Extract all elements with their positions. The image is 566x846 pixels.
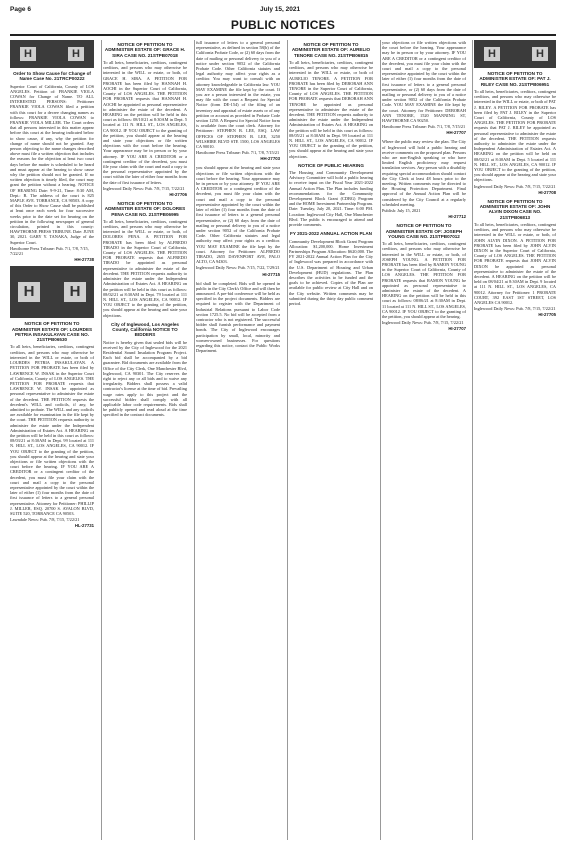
notice-body: your objections or file written objections with the court before the hearing. Your appearance may be in person or by your attorney. IF YOU ARE A CREDITOR or a contingent creditor of the decedent, you must file your claim with the court and mail a copy to the personal representative appointed by the court within the later of either (1) four months from the date of first issuance of letters to a general personal representative, or (2) 60 days from the date of mailing or personal delivery to you of a notice under section 9052 of the California Probate Code. YOU MAY EXAMINE the file kept by the court. Attorney for Petitioner: DEBORAH ANN TENORE, 1520 MANNING ST, HAWTHORNE CA 90250. [382, 40, 466, 124]
notice-body: Community Development Block Grant Program Allocation: $1,200,000. Home Investment Partnerships Program Allocation: $620,000. The FY 2021-2022 Annual Action Plan for the City of Inglewood was prepared in accordance with the U.S. Department of Housing and Urban Development (HUD) regulations. The Plan describes the activities to be funded and the goals to be achieved. Copies of the Plan are available for public review at City Hall and on the City website. Written comments may be submitted during the thirty day public comment period. [289, 238, 373, 307]
publication-dates: Lawndale News: Pub. 7/8, 7/15, 7/22/21 [10, 517, 80, 523]
notice-body: Where the public may review the plan. The City of Inglewood will hold a public hearing and receive comments on the proposed plan. Persons who are non-English speaking or who have limited English proficiency may request translation services. Any person with a disability requiring special accommodation should contact the City Clerk at least 48 hours prior to the meeting. Written comments may be directed to the Housing Protection Department. Final approval of the Annual Action Plan will be considered by the City Council at a regularly scheduled meeting. [382, 139, 466, 207]
legal-notice [289, 231, 373, 306]
notice-body: To all heirs, beneficiaries, creditors, contingent creditors, and persons who may otherwise be interested in the WILL or estate, or both of PAT J. RILEY. A PETITION FOR PROBATE has been filed by PAT J. RILEY in the Superior Court of California, County of LOS ANGELES. THE PETITION FOR PROBATE requests that PAT J. RILEY be appointed as personal representative to administer the estate of the decedent. THE PETITION requests authority to administer the estate under the Independent Administration of Estates Act. A HEARING on the petition will be held on 08/02/21 at 8:30AM in Dept. 5 located at 111 N. HILL ST., LOS ANGELES, CA 90012. IF YOU OBJECT to the granting of the petition, you should appear at the hearing and state your objections. [474, 88, 556, 183]
notice-body: Notice is hereby given that sealed bids will be received by the City of Inglewood for the 2021 Residential Sound Insulation Program Project. Each bid shall be accompanied by a bid guarantee. Bid documents are available from the Office of the City Clerk, One Manchester Blvd, Inglewood, CA 90301. The City reserves the right to reject any or all bids and to waive any irregularity. Bidders shall possess a valid contractor's license at the time of bid. Prevailing wage rates apply to this project and the successful bidder shall comply with all applicable labor code requirements. Bids shall be publicly opened and read aloud at the time specified in the contract documents. [103, 339, 187, 418]
column-divider [380, 40, 381, 840]
legal-notice [10, 40, 94, 262]
notice-title: NOTICE OF PUBLIC HEARING [298, 162, 364, 168]
publication-dates: Inglewood Daily News: Pub. 7/8, 7/15, 7/22/21 [474, 183, 556, 189]
legal-notice [196, 281, 280, 354]
notice-body: To all heirs, beneficiaries, creditors, contingent creditors, and persons who may otherwise be interested in the WILL or estate, or both, of DOLORES PENA. A PETITION FOR PROBATE has been filed by ALFREDO TIRADO in the Superior Court of California, County of LOS ANGELES. THE PETITION FOR PROBATE requests that ALFREDO TIRADO be appointed as personal representative to administer the estate of the decedent. THE PETITION requests authority to administer the estate under the Independent Administration of Estates Act. A HEARING on the petition will be held in this court as follows: 08/02/21 at 8:30AM in Dept. 79 located at 111 N. HILL ST., LOS ANGELES, CA 90012. IF YOU OBJECT to the granting of the petition, you should appear at the hearing and state your objections. [103, 218, 187, 318]
notice-id: HI-27707 [448, 326, 466, 332]
column-divider [194, 40, 195, 840]
newspaper-logo [474, 40, 556, 68]
notice-id: HH-27707 [446, 130, 466, 136]
legal-notice [382, 40, 466, 135]
h-logo-icon: H [64, 282, 86, 302]
notice-body: The Housing and Community Development Advisory Committee will hold a public hearing to receive input on the Fiscal Year 2021-2022 Annual Action Plan. The Plan includes funding recommendations for the Community Development Block Grant (CDBG) Program and the HOME Investment Partnership Program. Date: Tuesday, July 20, 2021. Time: 6:00 PM. Location: Inglewood City Hall, One Manchester Blvd. The public is encouraged to attend and provide comments. [289, 170, 373, 228]
legal-notice [10, 266, 94, 528]
column-3 [196, 40, 280, 840]
notice-body: Superior Court of California, County of LOS ANGELES. Petition of: FRANKIE VIOLA COWAN for Change of Name. TO ALL INTERESTED PERSONS: Petitioner FRANKIE VIOLA COWAN filed a petition with this court for a decree changing names as follows: FRANKIE VIOLA COWAN to FRANKIE VIOLA MILLER. The Court orders that all persons interested in this matter appear before this court at the hearing indicated below to show cause, if any, why the petition for change of name should not be granted. Any person objecting to the name changes described above must file a written objection that includes the reasons for the objection at least two court days before the matter is scheduled to be heard and must appear at the hearing to show cause why the petition should not be granted. If no written objection is timely filed, the court may grant the petition without a hearing. NOTICE OF HEARING Date: 9-9-21, Time: 8:30 AM, Dept.: B. The address of the court is 825 MAPLE AVE. TORRANCE, CA 90503. A copy of this Order to Show Cause shall be published at least once each week for four successive weeks prior to the date set for hearing on the petition in the following newspaper of general circulation, printed in this county: HAWTHORNE PRESS TRIBUNE. Date: JUNE 30, 2021. GARY Y. TANAKA, Judge of the Superior Court. [10, 83, 94, 245]
publication-dates: Hawthorne Press Tribune: Pub. 7/1, 7/8, 7/15, 7/22/21 [10, 245, 89, 257]
notice-title: NOTICE OF PETITION TO ADMINISTER ESTATE OF: JOHN ALVIN DIXON CASE NO. 21STPB06813 [479, 198, 551, 220]
notice-title: NOTICE OF PETITION TO ADMINISTER ESTATE OF: DOLORES PENA CASE NO. 21STPB06995 [104, 200, 186, 217]
column-4 [289, 40, 373, 840]
section-title: PUBLIC NOTICES [230, 18, 336, 32]
notice-title: FY 2021-2022 ANNUAL ACTION PLAN [290, 231, 372, 237]
legal-notice [289, 163, 373, 228]
legal-notice [196, 165, 280, 276]
title-divider [10, 34, 556, 36]
notice-body: To all heirs, beneficiaries, creditors, contingent creditors, and persons who may otherwise be interested in the WILL or estate, or both, of JOHN ALVIN DIXON. A PETITION FOR PROBATE has been filed by JOHN ALVIN DIXON in the Superior Court of California, County of LOS ANGELES. THE PETITION FOR PROBATE requests that JOHN ALVIN DIXON be appointed as personal representative to administer the estate of the decedent. A HEARING on the petition will be held on 08/04/21 at 8:30AM in Dept. 9 located at 111 N. HILL ST., LOS ANGELES, CA 90012. Attorney for Petitioner: 1 PROBATE COURT, 392 EAST 1ST STREET, LOS ANGELES CA 90012. [474, 221, 556, 305]
notice-body: full issuance of letters to a general personal representative, as defined in section 58(b) of the California Probate Code, or (2) 60 days from the date of mailing or personal delivery to you of a notice under section 9052 of the California Probate Code. Other California statutes and legal authority may affect your rights as a creditor. You may want to consult with an attorney knowledgeable in California law. YOU MAY EXAMINE the file kept by the court. If you are a person interested in the estate, you may file with the court a Request for Special Notice (form DE-154) of the filing of an inventory and appraisal of estate assets or of any petition or account as provided in Probate Code section 1250. A Request for Special Notice form is available from the court clerk. Attorney for Petitioner: STEPHEN B. LEE, ESQ. LAW OFFICES OF STEPHEN B. LEE, 3250 WILSHIRE BLVD STE 1500, LOS ANGELES CA 90010. [196, 40, 280, 150]
column-divider [287, 40, 288, 840]
newspaper-logo [10, 266, 94, 318]
issue-date: July 15, 2021 [260, 6, 301, 13]
h-logo-icon: H [532, 47, 548, 61]
publication-dates: Inglewood Daily News: Pub. 7/8, 7/15, 7/22/21 [103, 185, 185, 191]
column-5 [382, 40, 466, 840]
page-header [10, 6, 556, 16]
column-6 [474, 40, 556, 840]
legal-notice [103, 322, 187, 418]
notice-id: HL-27731 [74, 523, 94, 529]
column-divider [101, 40, 102, 840]
notice-id: HI-27706 [169, 191, 187, 197]
notice-title: NOTICE OF PETITION TO ADMINISTER ESTATE OF: LOURDES PETRIA INSAKULAYAN CASE NO. 21STPB06530 [11, 321, 93, 343]
notice-id: HH-27703 [260, 156, 280, 162]
legal-notice [382, 139, 466, 219]
notice-id: HI-27715 [262, 271, 280, 277]
notice-title: Order to Show Cause for Change of Name Case No. 21TRCP00222 [13, 71, 91, 82]
notice-id: HI-27712 [448, 214, 466, 220]
notice-id: HI-27708 [538, 189, 556, 195]
legal-notice [289, 42, 373, 159]
notice-id: HH-27738 [74, 257, 94, 263]
notice-title: NOTICE OF PETITION TO ADMINISTER ESTATE OF: AURELIO TENORE CASE NO. 21STPB06815 [291, 42, 371, 58]
notice-body: To all heirs, beneficiaries, creditors, contingent creditors, and persons who may otherwise be interested in the WILL or estate, or both, of JOSEPH YOUNG. A PETITION FOR PROBATE has been filed by RAMON YOUNG in the Superior Court of California, County of LOS ANGELES. THE PETITION FOR PROBATE requests that RAMON YOUNG be appointed as personal representative to administer the estate of the decedent. A HEARING on the petition will be held in this court as follows: 08/06/21 at 8:30AM in Dept. 11 located at 111 N. HILL ST., LOS ANGELES, CA 90012. IF YOU OBJECT to the granting of the petition, you should appear at the hearing. [382, 241, 466, 320]
column-2 [103, 40, 187, 840]
notice-columns [10, 40, 556, 840]
notice-title: NOTICE OF PETITION TO ADMINISTER ESTATE OF: JOSEPH YOUNG CASE NO. 21STPB07012 [385, 223, 463, 239]
legal-notice [196, 40, 280, 161]
notice-title: City of Inglewood, Los Angeles County, California NOTICE TO BIDDERS [111, 321, 179, 338]
notice-title: NOTICE OF PETITION TO ADMINISTER ESTATE OF: PAT J. RILEY CASE NO. 21STPB06951 [479, 71, 551, 87]
h-logo-icon: H [68, 47, 84, 61]
publication-dates: Hawthorne Press Tribune: Pub. 7/1, 7/8, 7/15/21 [382, 124, 466, 130]
page-number: Page 6 [10, 6, 31, 13]
publication-dates: Inglewood Daily News: Pub. 7/15, 7/22, 7/29/21 [196, 265, 280, 271]
column-1 [10, 40, 94, 840]
notice-body: To all heirs, beneficiaries, creditors, contingent creditors, and persons who may otherwise be interested in the WILL or estate, or both, of GRACE H. SIRA. A PETITION FOR PROBATE has been filed by HANNAH H. AOCHI in the Superior Court of California, County of LOS ANGELES. THE PETITION FOR PROBATE requests that HANNAH H. AOCHI be appointed as personal representative to administer the estate of the decedent. A HEARING on the petition will be held in this court as follows: 08/10/21 at 8:30AM in Dept. 5 located at 111 N. HILL ST., LOS ANGELES, CA 90012. IF YOU OBJECT to the granting of the petition, you should appear at the hearing and state your objections or file written objections with the court before the hearing. Your appearance may be in person or by your attorney. IF YOU ARE A CREDITOR or a contingent creditor of the decedent, you must file your claim with the court and mail a copy to the personal representative appointed by the court within the later of either four months from the date of first issuance of letters. [103, 59, 187, 185]
publication-dates: Inglewood Daily News: Pub. 7/8, 7/15, 7/22/21 [474, 306, 556, 312]
legal-notice [474, 199, 556, 318]
legal-notice [103, 42, 187, 197]
column-divider [472, 40, 473, 840]
notice-title: NOTICE OF PETITION TO ADMINISTER ESTATE OF: GRACE H. SIRA CASE NO. 21STPB07018 [104, 42, 186, 58]
notice-body: you should appear at the hearing and state your objections or file written objections with the court before the hearing. Your appearance may be in person or by your attorney. IF YOU ARE A CREDITOR or a contingent creditor of the decedent, you must file your claim with the court and mail a copy to the personal representative appointed by the court within the later of either (1) four months from the date of first issuance of letters to a general personal representative, or (2) 60 days from the date of mailing or personal delivery to you of a notice under section 9052 of the California Probate Code. Other California statutes and legal authority may affect your rights as a creditor. YOU MAY EXAMINE the file kept by the court. Attorney for Petitioner: ALFREDO TIRADO, 2655 DAVENPORT AVE, PALO ALTO, CA 94303. [196, 165, 280, 265]
legal-notice [103, 201, 187, 318]
notice-id: HI-27705 [538, 312, 556, 318]
h-logo-icon: H [484, 47, 500, 61]
publication-dates: Hawthorne Press Tribune: Pub. 7/1, 7/8, 7/15/21 [196, 150, 280, 156]
publication-dates: Inglewood Daily News: Pub. 7/8, 7/15, 7/22/21 [382, 320, 464, 326]
notice-body: bid shall be completed. Bids will be opened in public in the City Clerk's Office and will then be announced. A pre-bid conference will be held as specified in the project documents. Bidders are required to register with the Department of Industrial Relations pursuant to Labor Code section 1725.5. No bid will be accepted from a contractor who is not registered. The successful bidder shall furnish performance and payment bonds. The City of Inglewood encourages participation by small, local, minority and women-owned businesses. For questions regarding this notice, contact the Public Works Department. [196, 280, 280, 354]
newspaper-logo [10, 40, 94, 68]
h-logo-icon: H [20, 47, 36, 61]
notice-body: To all heirs, beneficiaries, creditors, contingent creditors, and persons who may otherwise be interested in the WILL or estate, or both of LOURDES PETRIA INSAKULAYAN. A PETITION FOR PROBATE has been filed by LAWRENCE W. INSAK in the Superior Court of California, County of LOS ANGELES. THE PETITION FOR PROBATE requests that LAWRENCE W. INSAK be appointed as personal representative to administer the estate of the decedent. THE PETITION requests the decedent's WILL and codicils, if any, be admitted to probate. The WILL and any codicils are available for examination in the file kept by the court. THE PETITION requests authority to administer the estate under the Independent Administration of Estates Act. A HEARING on the petition will be held in this court as follows: 08/03/21 at 8:30AM in Dept. 99 located at 111 N. HILL ST., LOS ANGELES, CA 90012. IF YOU OBJECT to the granting of the petition, you should appear at the hearing and state your objections or file written objections with the court before the hearing. IF YOU ARE A CREDITOR or a contingent creditor of the decedent, you must file your claim with the court and mail a copy to the personal representative appointed by the court within the later of either (1) four months from the date of first issuance of letters to a general personal representative. Attorney for Petitioner: PHILLIP J. MILLER, ESQ. 20700 S. AVALON BLVD, SUITE 520, TORRANCE CA 90503. [10, 344, 94, 516]
publication-dates: Publish: July 15, 2021 [382, 208, 421, 214]
h-logo-icon: H [18, 282, 40, 302]
legal-notice [474, 40, 556, 195]
notice-body: To all heirs, beneficiaries, creditors, contingent creditors, and persons who may otherwise be interested in the WILL or estate, or both of AURELIO TENORE. A PETITION FOR PROBATE has been filed by DEBORAH ANN TENORE in the Superior Court of California, County of LOS ANGELES. THE PETITION FOR PROBATE requests that DEBORAH ANN TENORE be appointed as personal representative to administer the estate of the decedent. THE PETITION requests authority to administer the estate under the Independent Administration of Estates Act. A HEARING on the petition will be held in this court as follows: 08/05/21 at 8:30AM in Dept. 99 located at 111 N. HILL ST., LOS ANGELES, CA 90012. IF YOU OBJECT to the granting of the petition, you should appear at the hearing and state your objections. [289, 59, 373, 159]
legal-notice [382, 223, 466, 331]
